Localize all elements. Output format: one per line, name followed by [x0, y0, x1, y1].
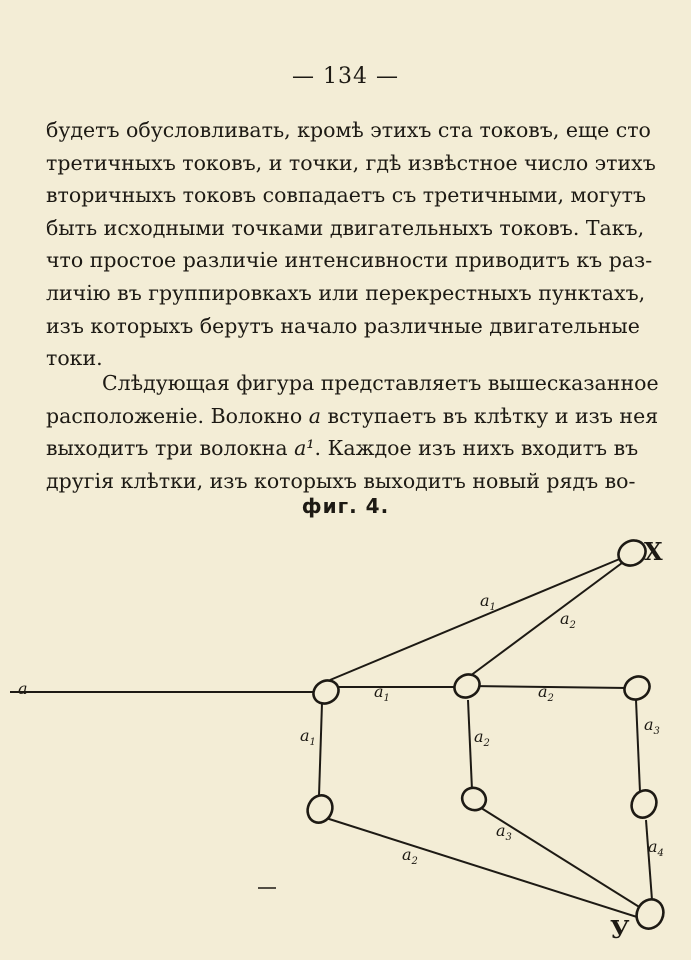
- edge-line: [470, 560, 626, 676]
- edge-label: $a_1$: [480, 591, 496, 613]
- variable-a1: a¹: [294, 436, 315, 461]
- edge-line: [636, 700, 640, 792]
- edge-labels: [300, 591, 664, 867]
- text-segment: расположеніе. Волокно: [46, 403, 303, 428]
- edge-label: $a_2$: [474, 727, 490, 749]
- cell-node: [450, 670, 484, 702]
- text-line: будетъ обусловливать, кромѣ этихъ ста токовъ, еще сто: [46, 118, 651, 142]
- edge-label: $a_4$: [648, 837, 664, 859]
- text-segment: . Каждое изъ нихъ входитъ въ: [314, 436, 639, 461]
- edge-label: $a_1$: [374, 682, 390, 704]
- text-line: токи.: [46, 346, 103, 371]
- text-line: Слѣдующая фигура представляетъ вышесказанное: [102, 371, 659, 395]
- edge-label: $a_2$: [560, 609, 576, 631]
- text-line: третичныхъ токовъ, и точки, гдѣ извѣстное число этихъ: [46, 150, 656, 175]
- edge-label: $a_1$: [300, 726, 316, 748]
- edge-label: $a_2$: [402, 845, 418, 867]
- edge-line: [646, 820, 652, 900]
- cell-node: [632, 895, 668, 933]
- cell-node: [627, 786, 661, 822]
- figure-caption: фиг. 4.: [301, 494, 390, 518]
- edge-label: $a_3$: [496, 821, 512, 843]
- edge-line: [319, 703, 322, 796]
- text-line: вторичныхъ токовъ совпадаетъ съ третичными, могутъ: [46, 183, 647, 208]
- text-line: быть исходными точками двигательныхъ токовъ. Такъ,: [46, 215, 645, 240]
- text-segment: выходитъ три волокна: [46, 436, 288, 461]
- text-line: другія клѣтки, изъ которыхъ выходитъ новый рядъ во-: [46, 468, 636, 493]
- edge-line: [326, 818, 640, 918]
- cell-node: [620, 672, 654, 704]
- text-line: изъ которыхъ берутъ начало различные двигательные: [46, 313, 640, 338]
- cell-node: [303, 791, 337, 827]
- edge-line: [468, 700, 472, 790]
- node-label-y: У: [610, 915, 630, 944]
- text-segment: вступаетъ въ клѣтку и изъ нея: [327, 403, 659, 428]
- edge-label: $a_3$: [644, 715, 660, 737]
- node-label-x: X: [644, 537, 663, 566]
- text-line: личію въ группировкахъ или перекрестныхъ пунктахъ,: [46, 280, 646, 305]
- fiber-label-a: a: [18, 679, 28, 698]
- edge-line: [470, 686, 628, 688]
- edge-line: [330, 558, 622, 680]
- text-line: что простое различіе интенсивности приводитъ къ раз-: [46, 248, 653, 273]
- fiber-lines: [10, 558, 652, 918]
- cell-node: [309, 676, 343, 708]
- page-number: — 134 —: [292, 64, 399, 89]
- edge-label: $a_2$: [538, 682, 554, 704]
- variable-a: a: [308, 403, 321, 428]
